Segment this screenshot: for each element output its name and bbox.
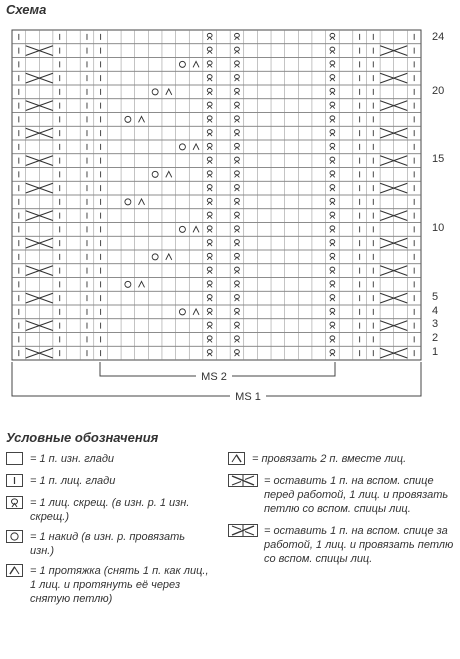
twisted-stitch-mark <box>207 253 212 260</box>
legend-item-knit: = 1 п. лиц. глади <box>6 474 211 488</box>
twisted-stitch-mark <box>235 47 240 54</box>
twisted-stitch-mark <box>207 171 212 178</box>
twisted-stitch-mark <box>207 350 212 357</box>
twisted-stitch-mark <box>235 322 240 329</box>
twisted-stitch-mark <box>207 295 212 302</box>
legend-item-slip: = 1 протяжка (снять 1 п. как лиц., 1 лиц. и протянуть её через снятую петлю) <box>6 564 211 606</box>
twisted-stitch-mark <box>207 240 212 247</box>
row-label-15: 15 <box>432 153 445 165</box>
twisted-stitch-mark <box>235 171 240 178</box>
legend-item-twisted: = 1 лиц. скрещ. (в изн. р. 1 изн. скрещ.) <box>6 496 211 524</box>
yarnover-mark <box>179 226 185 232</box>
twisted-loop-icon <box>6 496 23 509</box>
twisted-stitch-mark <box>235 240 240 247</box>
twisted-stitch-mark <box>330 157 335 164</box>
twisted-stitch-mark <box>207 308 212 315</box>
twisted-stitch-mark <box>207 61 212 68</box>
k2tog-mark <box>193 61 199 67</box>
vertical-bar-icon <box>6 474 23 487</box>
circle-icon <box>6 530 23 543</box>
twisted-stitch-mark <box>235 267 240 274</box>
twisted-stitch-mark <box>330 102 335 109</box>
yarnover-mark <box>125 116 131 122</box>
row-label-4: 4 <box>432 305 439 317</box>
k2tog-mark <box>193 309 199 315</box>
k2tog-mark <box>166 89 172 95</box>
row-label-10: 10 <box>432 222 445 234</box>
twisted-stitch-mark <box>235 308 240 315</box>
twisted-stitch-mark <box>330 350 335 357</box>
twisted-stitch-mark <box>330 75 335 82</box>
twisted-stitch-mark <box>235 336 240 343</box>
legend-item-cable-front: = оставить 1 п. на вспом. спице перед работой, 1 лиц. и провязать петлю со вспом. спицы лиц. <box>228 474 454 516</box>
twisted-stitch-mark <box>207 33 212 40</box>
twisted-stitch-mark <box>330 295 335 302</box>
k2tog-mark <box>139 281 145 287</box>
twisted-stitch-mark <box>235 253 240 260</box>
twisted-stitch-mark <box>235 295 240 302</box>
twisted-stitch-mark <box>330 171 335 178</box>
twisted-stitch-mark <box>330 322 335 329</box>
twisted-stitch-mark <box>207 322 212 329</box>
k2tog-mark <box>166 171 172 177</box>
twisted-stitch-mark <box>207 281 212 288</box>
legend-title: Условные обозначения <box>6 430 159 445</box>
twisted-stitch-mark <box>330 130 335 137</box>
k2tog-mark <box>166 254 172 260</box>
twisted-stitch-mark <box>207 157 212 164</box>
twisted-stitch-mark <box>207 47 212 54</box>
legend-item-yarnover: = 1 накид (в изн. р. провязать изн.) <box>6 530 211 558</box>
cable-back-icon <box>228 524 258 537</box>
row-label-1: 1 <box>432 346 439 358</box>
twisted-stitch-mark <box>330 116 335 123</box>
twisted-stitch-mark <box>207 143 212 150</box>
legend-item-k2tog: = провязать 2 п. вместе лиц. <box>228 452 454 466</box>
twisted-stitch-mark <box>207 212 212 219</box>
k2tog-mark <box>193 144 199 150</box>
k2tog-mark <box>193 226 199 232</box>
twisted-stitch-mark <box>330 61 335 68</box>
twisted-stitch-mark <box>235 75 240 82</box>
twisted-stitch-mark <box>235 102 240 109</box>
twisted-stitch-mark <box>330 198 335 205</box>
twisted-stitch-mark <box>330 185 335 192</box>
twisted-stitch-mark <box>207 226 212 233</box>
yarnover-mark <box>125 281 131 287</box>
empty-square-icon <box>6 452 23 465</box>
yarnover-mark <box>152 254 158 260</box>
twisted-stitch-mark <box>207 102 212 109</box>
legend-item-purl: = 1 п. изн. глади <box>6 452 211 466</box>
legend-right-column <box>228 452 454 571</box>
row-label-5: 5 <box>432 291 439 303</box>
twisted-stitch-mark <box>235 350 240 357</box>
k2tog-mark <box>139 199 145 205</box>
legend-left-column <box>6 452 211 611</box>
twisted-stitch-mark <box>207 198 212 205</box>
ms1-label: MS 1 <box>235 391 261 403</box>
twisted-stitch-mark <box>330 47 335 54</box>
row-label-3: 3 <box>432 318 439 330</box>
ms2-label: MS 2 <box>201 371 227 383</box>
slip-left-icon <box>6 564 23 577</box>
twisted-stitch-mark <box>235 116 240 123</box>
twisted-stitch-mark <box>235 226 240 233</box>
twisted-stitch-mark <box>235 198 240 205</box>
yarnover-mark <box>179 309 185 315</box>
twisted-stitch-mark <box>207 336 212 343</box>
k2tog-mark <box>139 116 145 122</box>
twisted-stitch-mark <box>235 61 240 68</box>
yarnover-mark <box>152 171 158 177</box>
twisted-stitch-mark <box>330 212 335 219</box>
legend-item-cable-back: = оставить 1 п. на вспом. спице за работой, 1 лиц. и провязать петлю со вспом. спицы лиц. <box>228 524 454 566</box>
row-label-24: 24 <box>432 31 445 43</box>
twisted-stitch-mark <box>330 308 335 315</box>
twisted-stitch-mark <box>207 75 212 82</box>
twisted-stitch-mark <box>330 336 335 343</box>
twisted-stitch-mark <box>207 116 212 123</box>
twisted-stitch-mark <box>235 143 240 150</box>
row-label-20: 20 <box>432 85 445 97</box>
yarnover-mark <box>179 61 185 67</box>
twisted-stitch-mark <box>330 33 335 40</box>
twisted-stitch-mark <box>330 88 335 95</box>
k2tog-icon <box>228 452 245 465</box>
chart-title: Схема <box>6 2 47 17</box>
twisted-stitch-mark <box>207 267 212 274</box>
yarnover-mark <box>125 199 131 205</box>
twisted-stitch-mark <box>330 281 335 288</box>
twisted-stitch-mark <box>235 130 240 137</box>
yarnover-mark <box>179 144 185 150</box>
twisted-stitch-mark <box>207 88 212 95</box>
twisted-stitch-mark <box>235 185 240 192</box>
twisted-stitch-mark <box>235 33 240 40</box>
twisted-stitch-mark <box>235 281 240 288</box>
twisted-stitch-mark <box>330 267 335 274</box>
twisted-stitch-mark <box>207 185 212 192</box>
twisted-stitch-mark <box>330 240 335 247</box>
row-label-2: 2 <box>432 332 439 344</box>
yarnover-mark <box>152 89 158 95</box>
twisted-stitch-mark <box>235 88 240 95</box>
twisted-stitch-mark <box>235 212 240 219</box>
twisted-stitch-mark <box>235 157 240 164</box>
cable-front-icon <box>228 474 258 487</box>
twisted-stitch-mark <box>207 130 212 137</box>
twisted-stitch-mark <box>330 253 335 260</box>
twisted-stitch-mark <box>330 226 335 233</box>
twisted-stitch-mark <box>330 143 335 150</box>
